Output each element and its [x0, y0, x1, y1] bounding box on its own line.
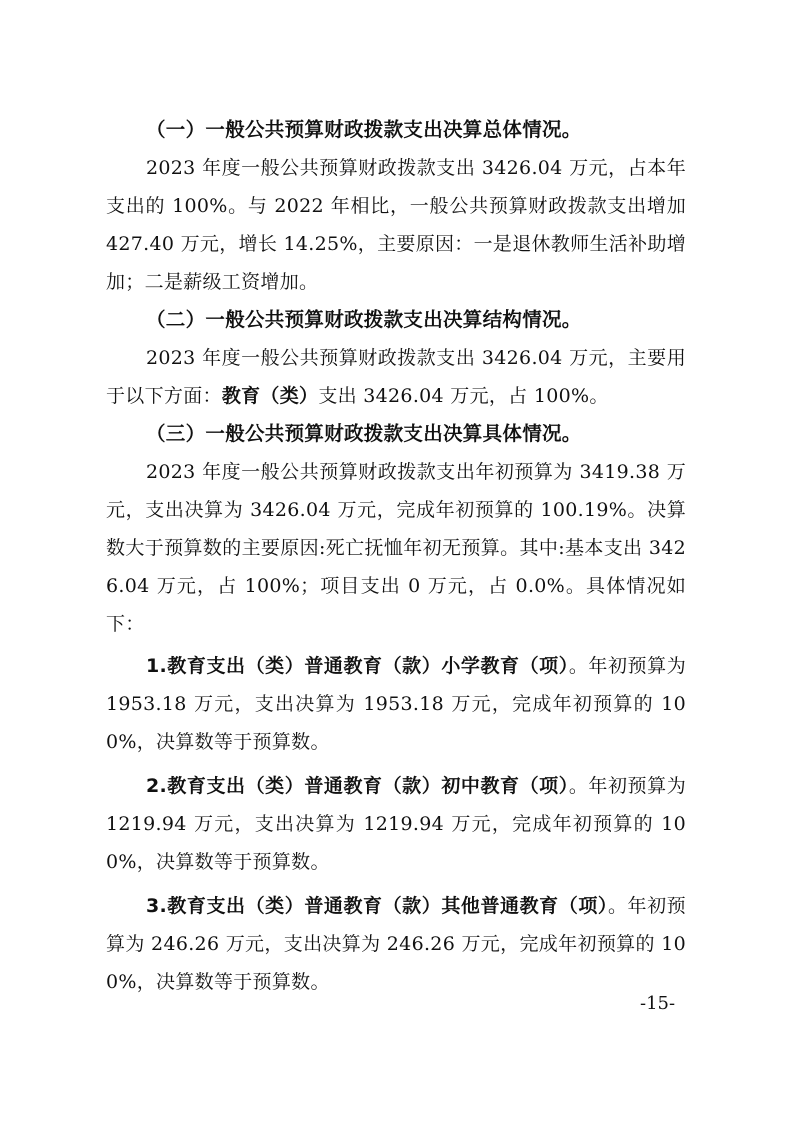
section-body-2-pre: 2023 年度一般公共预算财政拨款支出 3426.04 万元，主要用于以下方面：	[106, 347, 686, 407]
item-1	[106, 647, 686, 761]
item-3	[106, 887, 686, 1001]
section-body-2	[106, 339, 686, 415]
section-heading-2: （二）一般公共预算财政拨款支出决算结构情况。	[146, 308, 582, 331]
document-body	[106, 111, 686, 1001]
item-2	[106, 767, 686, 881]
page-number: -15-	[640, 993, 676, 1014]
item-3-title: 3.教育支出（类）普通教育（款）其他普通教育（项）	[146, 895, 608, 917]
section-heading-1: （一）一般公共预算财政拨款支出决算总体情况。	[146, 118, 582, 141]
item-1-text: 。年初预算为 1953.18 万元，支出决算为 1953.18 万元，完成年初预算的 100%，决算数等于预算数。	[106, 655, 686, 753]
item-3-text: 。年初预算为 246.26 万元，支出决算为 246.26 万元，完成年初预算的 100%，决算数等于预算数。	[106, 895, 686, 993]
section-body-2-bold: 教育（类）	[221, 385, 319, 407]
section-body-2-post: 支出 3426.04 万元，占 100%。	[318, 385, 609, 407]
section-body-3: 2023 年度一般公共预算财政拨款支出年初预算为 3419.38 万元，支出决算为 3426.04 万元，完成年初预算的 100.19%。决算数大于预算数的主要原因:死亡抚恤年初无预算。其中:基本支出 3426.04 万元，占 100%；项目支出 0 万元，占 0.0%。具体情况如下：	[106, 461, 686, 635]
item-2-text: 。年初预算为 1219.94 万元，支出决算为 1219.94 万元，完成年初预算的 100%，决算数等于预算数。	[106, 775, 686, 873]
section-heading-3: （三）一般公共预算财政拨款支出决算具体情况。	[146, 422, 582, 445]
item-1-title: 1.教育支出（类）普通教育（款）小学教育（项）	[146, 655, 569, 677]
section-body-1: 2023 年度一般公共预算财政拨款支出 3426.04 万元，占本年支出的 100%。与 2022 年相比，一般公共预算财政拨款支出增加 427.40 万元，增长 14.25%，主要原因：一是退休教师生活补助增加；二是薪级工资增加。	[106, 157, 686, 293]
item-2-title: 2.教育支出（类）普通教育（款）初中教育（项）	[146, 775, 569, 797]
